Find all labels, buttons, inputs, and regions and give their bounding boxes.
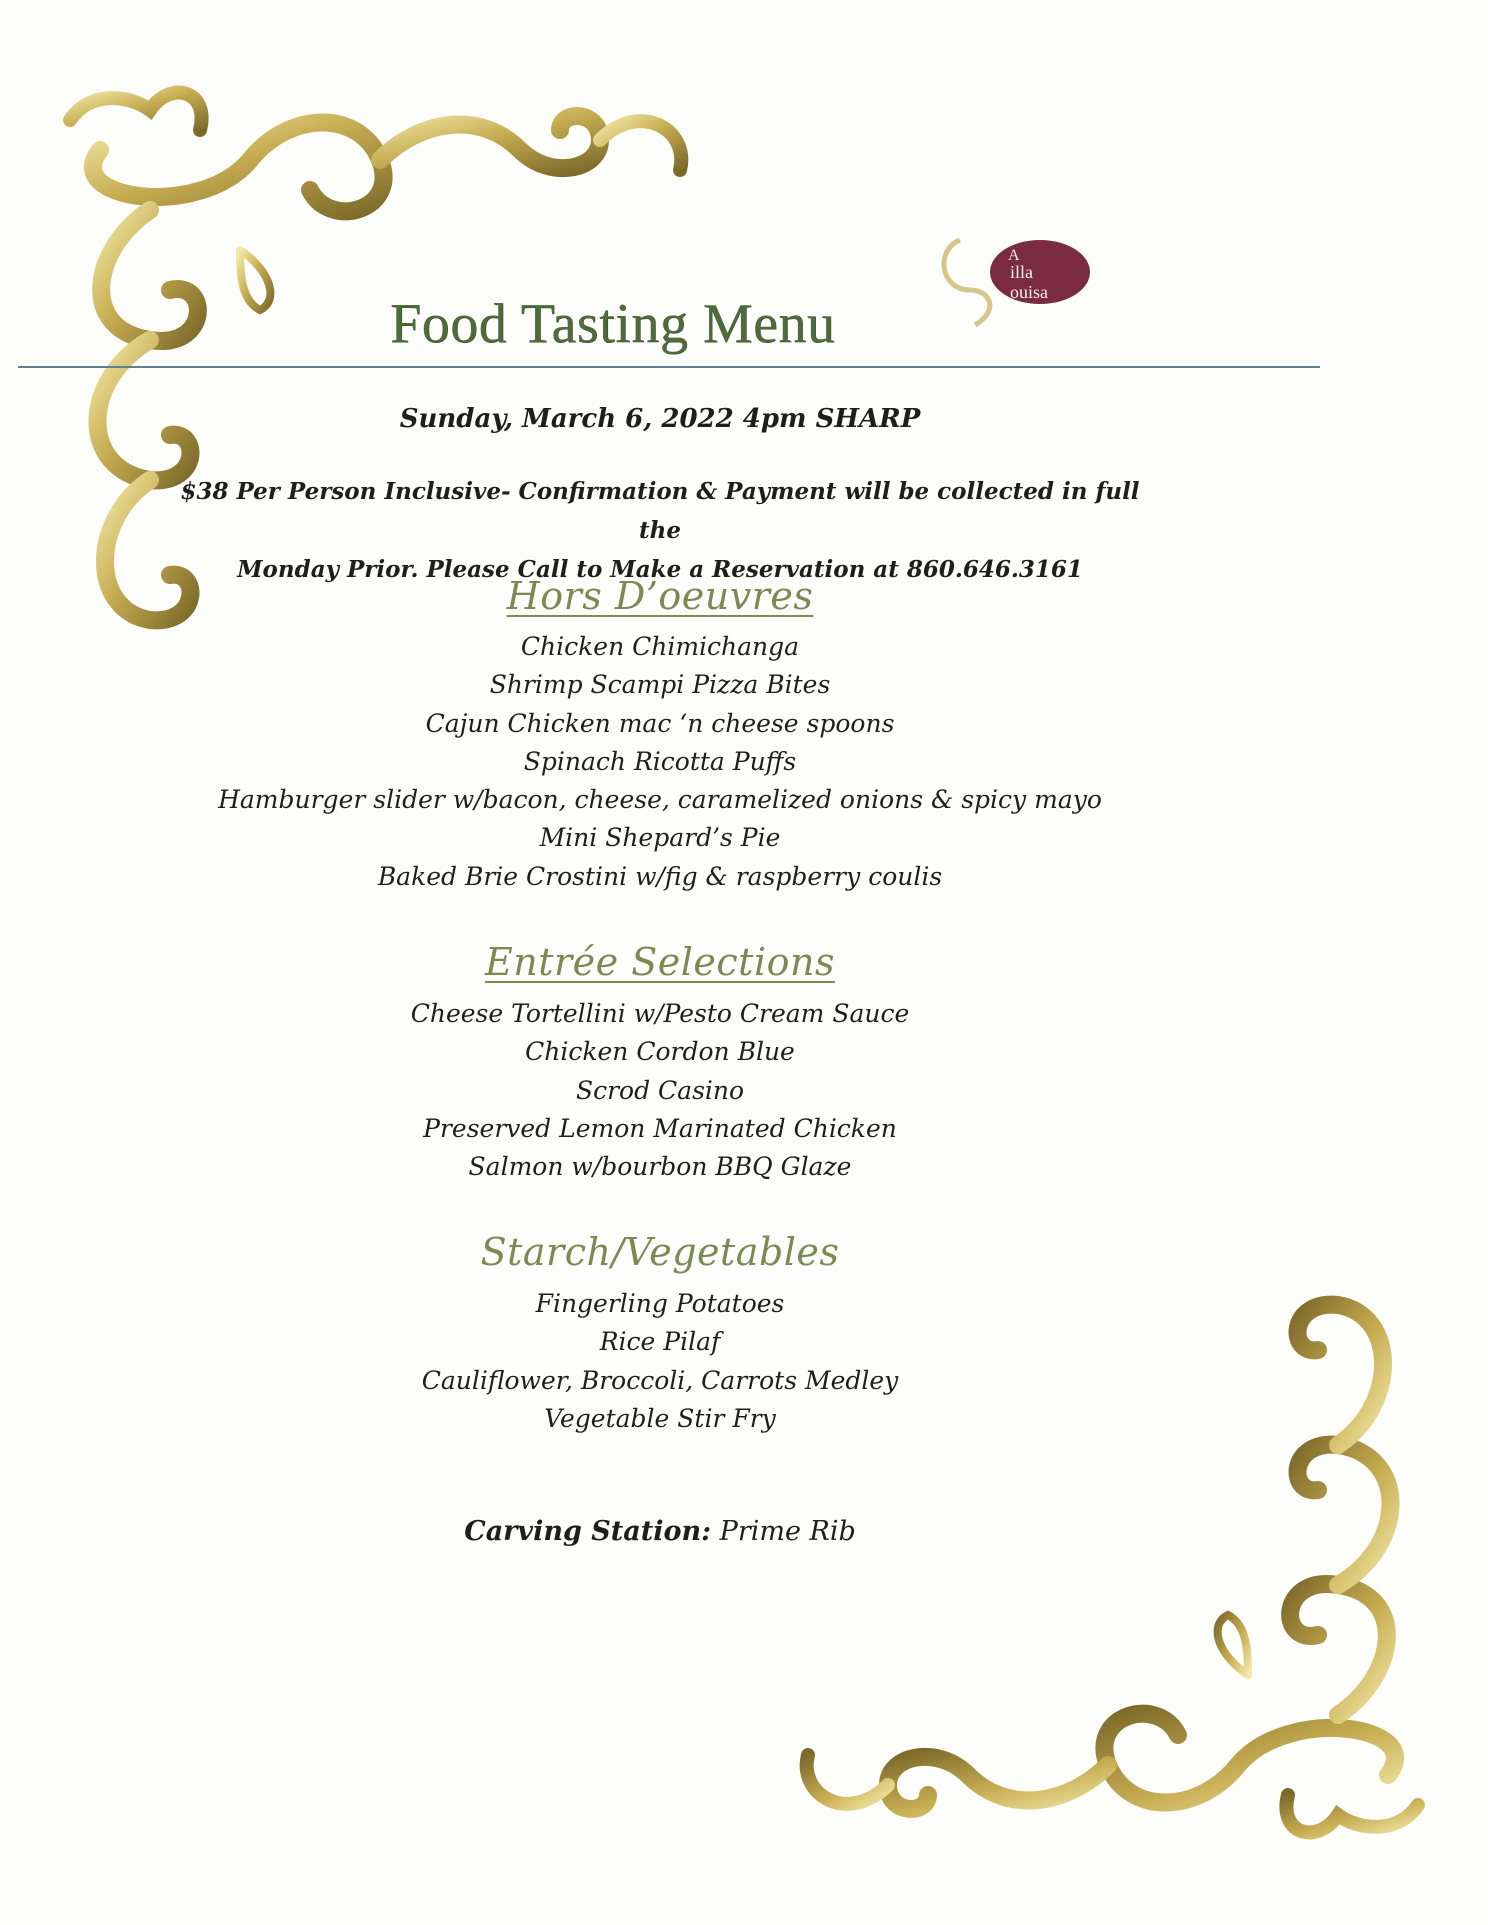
price-line-1: $38 Per Person Inclusive- Confirmation & Payment will be collected in full the (180, 478, 1140, 544)
starch-list (100, 1285, 1220, 1438)
menu-item: Spinach Ricotta Puffs (523, 746, 797, 776)
menu-item: Vegetable Stir Fry (544, 1403, 776, 1433)
menu-item: Preserved Lemon Marinated Chicken (423, 1113, 897, 1143)
title-divider (18, 366, 1320, 368)
menu-item: Hamburger slider w/bacon, cheese, caramelized onions & spicy mayo (218, 785, 1102, 815)
hors-heading-text: Hors D’oeuvres (506, 574, 814, 618)
menu-item: Shrimp Scampi Pizza Bites (489, 670, 831, 700)
menu-item: Salmon w/bourbon BBQ Glaze (468, 1152, 852, 1182)
menu-item: Scrod Casino (575, 1075, 745, 1105)
entree-list (100, 995, 1220, 1186)
page-title: Food Tasting Menu (390, 293, 836, 355)
menu-item: Cauliflower, Broccoli, Carrots Medley (421, 1365, 899, 1395)
starch-heading-text: Starch/Vegetables (480, 1230, 840, 1274)
menu-item: Mini Shepard’s Pie (539, 823, 781, 853)
logo-emblem (930, 230, 1100, 330)
menu-item: Chicken Cordon Blue (525, 1037, 795, 1067)
logo-line-3: ouisa (1010, 282, 1048, 302)
price-info (180, 472, 1140, 589)
villa-louisa-logo (930, 230, 1100, 330)
carving-label: Carving Station: (464, 1516, 712, 1547)
price-line-2: Monday Prior. Please Call to Make a Reservation at 860.646.3161 (237, 556, 1083, 583)
menu-item: Cheese Tortellini w/Pesto Cream Sauce (410, 999, 910, 1028)
starch-heading (180, 1230, 1140, 1274)
hors-list (100, 628, 1220, 896)
logo-line-1: A (1008, 247, 1020, 264)
menu-item: Baked Brie Crostini w/fig & raspberry coulis (377, 861, 943, 891)
carving-station (180, 1516, 1140, 1547)
event-date: Sunday, March 6, 2022 4pm SHARP (399, 404, 921, 434)
logo-line-2: illa (1010, 262, 1033, 282)
menu-item: Fingerling Potatoes (535, 1289, 785, 1318)
menu-item: Rice Pilaf (599, 1327, 721, 1357)
entree-heading (180, 940, 1140, 984)
hors-heading (180, 574, 1140, 618)
menu-item: Cajun Chicken mac ‘n cheese spoons (425, 708, 895, 738)
carving-value: Prime Rib (711, 1516, 856, 1547)
menu-item: Chicken Chimichanga (520, 632, 800, 661)
entree-heading-text: Entrée Selections (485, 940, 835, 984)
